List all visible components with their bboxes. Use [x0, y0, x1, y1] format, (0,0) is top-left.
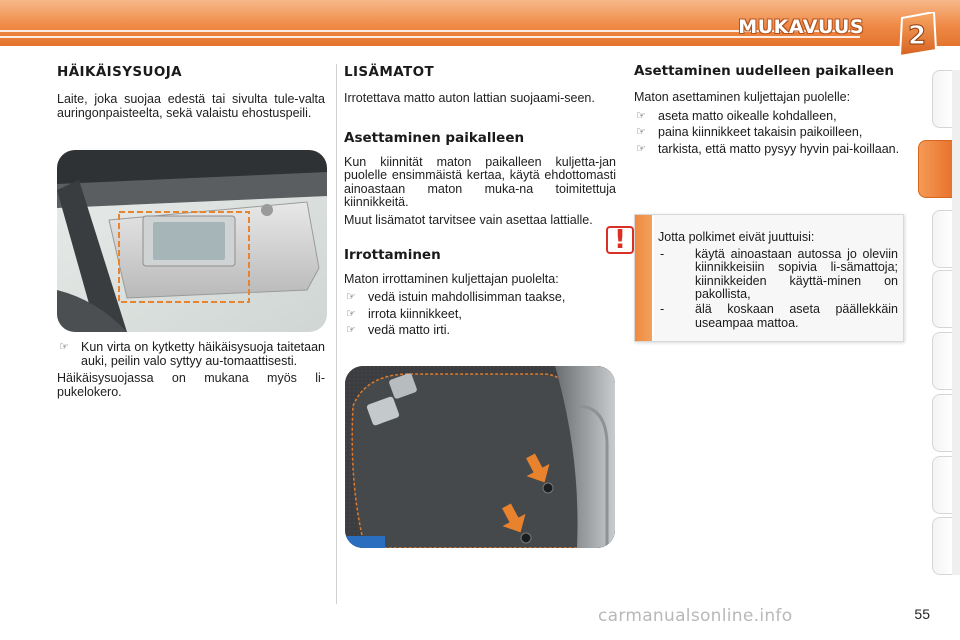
install-text-2: Muut lisämatot tarvitsee vain asettaa lattialle.	[344, 212, 593, 227]
sun-visor-note: Häikäisysuojassa on mukana myös li-pukelokero.	[57, 371, 325, 399]
warning-text	[658, 231, 898, 330]
warning-edge	[635, 215, 652, 341]
chapter-tab[interactable]	[932, 210, 952, 268]
sun-visor-intro: Laite, joka suojaa edestä tai sivulta tule-valta auringonpaisteelta, sekä valaistu ehostuspeili.	[57, 92, 325, 120]
chapter-tabs	[932, 70, 952, 575]
sun-visor-photo	[57, 150, 327, 332]
reinstall-steps	[634, 110, 906, 157]
chapter-number: 2	[907, 21, 927, 51]
chapter-title: MUKAVUUS	[738, 16, 864, 38]
remove-heading: Irrottaminen	[344, 246, 441, 263]
hand-pointer-icon: ☞	[59, 341, 69, 353]
chapter-tab[interactable]	[932, 70, 952, 128]
sun-visor-section	[57, 60, 325, 120]
warning-title: Jotta polkimet eivät juuttuisi:	[658, 230, 815, 244]
mats-intro: Irrotettava matto auton lattian suojaami-seen.	[344, 91, 595, 105]
reinstall-section	[634, 60, 906, 159]
remove-intro: Maton irrottaminen kuljettajan puolelta:	[344, 271, 559, 286]
hand-pointer-icon: ☞	[636, 126, 646, 139]
side-rail	[952, 70, 960, 575]
reinstall-intro: Maton asettaminen kuljettajan puolelle:	[634, 90, 851, 104]
header-stripe	[0, 36, 860, 38]
sun-visor-bullet-text: Kun virta on kytketty häikäisysuoja taitetaan auki, peilin valo syttyy au-tomaattisesti.	[81, 340, 325, 368]
section-heading: HÄIKÄISYSUOJA	[57, 64, 183, 80]
column-divider	[336, 64, 337, 604]
reinstall-heading: Asettaminen uudelleen paikalleen	[634, 63, 895, 79]
chapter-number-badge	[896, 12, 938, 56]
install-text: Kun kiinnität maton paikalleen kuljetta-jan puolelle ensimmäistä kertaa, käytä ehdottomasti ainoastaan maton muka-na toimitettuja kiinnikkeitä.	[344, 154, 616, 210]
remove-steps	[344, 291, 616, 338]
list-item: - älä koskaan aseta päällekkäin useampaa mattoa.	[660, 301, 898, 330]
chapter-tab[interactable]	[932, 394, 952, 452]
list-item	[57, 341, 325, 368]
hand-pointer-icon: ☞	[636, 142, 646, 155]
hand-pointer-icon: ☞	[636, 109, 646, 122]
hand-pointer-icon: ☞	[346, 307, 356, 320]
list-item: ☞ vedä istuin mahdollisimman taakse,	[346, 290, 566, 305]
sun-visor-notes	[57, 341, 325, 399]
floor-mat-photo	[345, 366, 615, 548]
chapter-tab[interactable]	[932, 332, 952, 390]
list-item: ☞ aseta matto oikealle kohdalleen,	[636, 108, 837, 123]
install-heading: Asettaminen paikalleen	[344, 129, 525, 146]
hand-pointer-icon: ☞	[346, 291, 356, 304]
chapter-tab[interactable]	[932, 517, 952, 575]
list-item: ☞ tarkista, että matto pysyy hyvin pai-koillaan.	[636, 141, 900, 156]
page-number: 55	[914, 606, 930, 622]
list-item: ☞ vedä matto irti.	[346, 323, 450, 338]
list-item: - käytä ainoastaan autossa jo oleviin kiinnikkeisiin sopivia li-sämattoja; kiinnikkeiden käyttä-minen on pakollista,	[660, 246, 898, 302]
chapter-tab-active[interactable]	[918, 140, 952, 198]
list-item: ☞ irrota kiinnikkeet,	[346, 306, 462, 321]
hand-pointer-icon: ☞	[346, 324, 356, 337]
mats-section	[344, 60, 616, 341]
list-item: ☞ paina kiinnikkeet takaisin paikoilleen,	[636, 125, 863, 140]
chapter-tab[interactable]	[932, 270, 952, 328]
exclamation-icon: !	[606, 226, 634, 254]
watermark: carmanualsonline.info	[598, 606, 793, 626]
section-heading: LISÄMATOT	[344, 64, 435, 80]
header-stripe	[0, 30, 860, 32]
chapter-tab[interactable]	[932, 456, 952, 514]
